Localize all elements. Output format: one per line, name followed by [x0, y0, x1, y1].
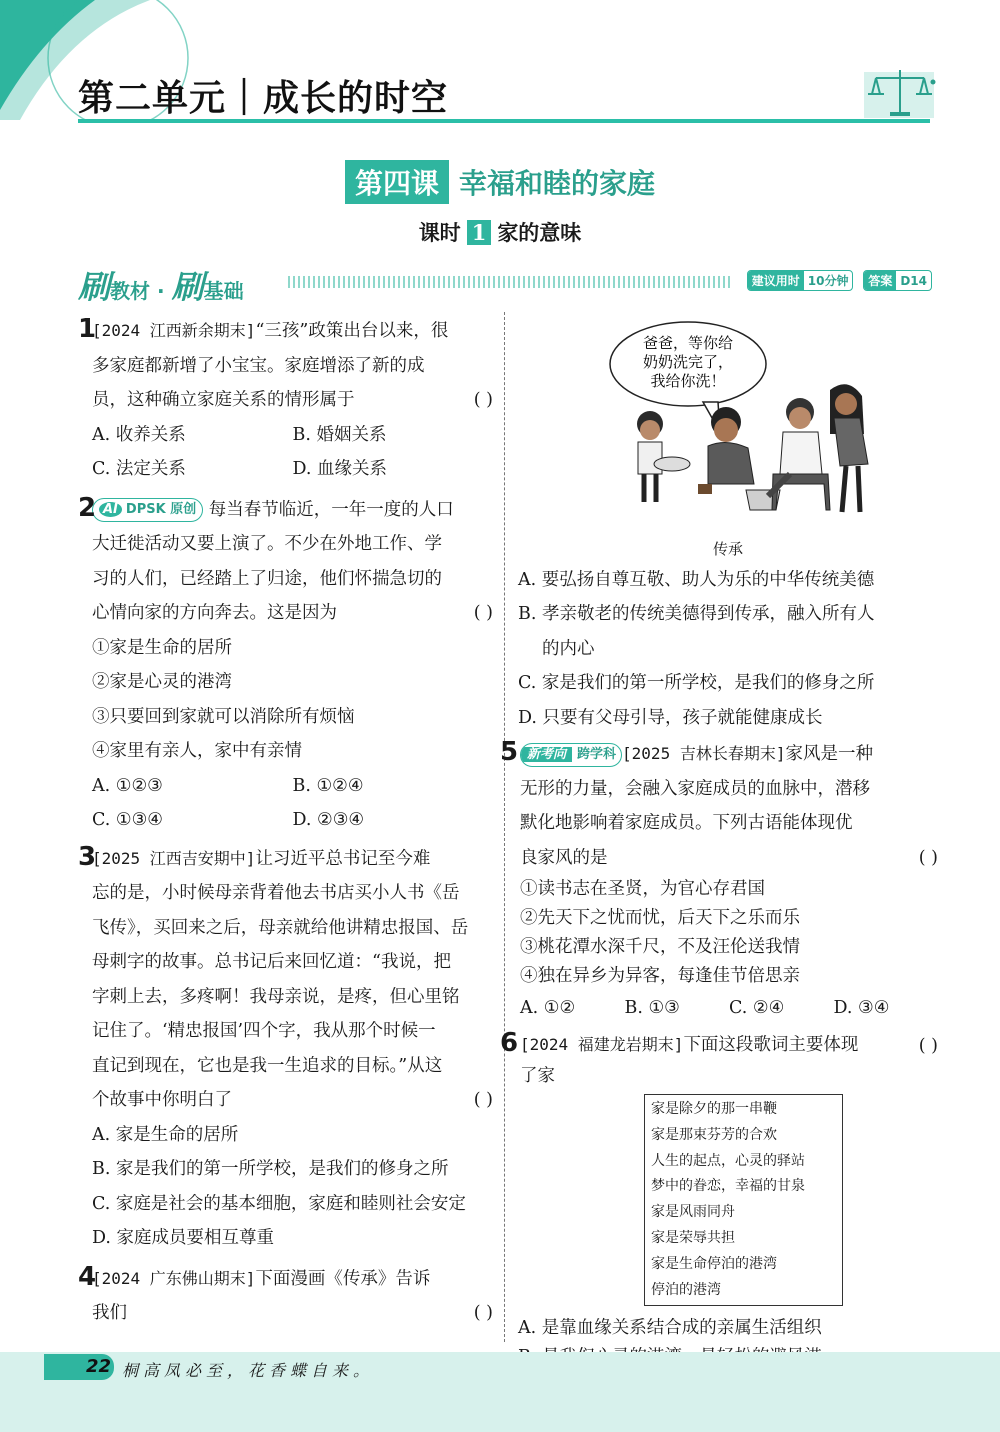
section-banner: [78, 262, 932, 306]
statement-item: ③只要回到家就可以消除所有烦恼: [92, 706, 355, 727]
lyric-line: 家是那束芬芳的合欢: [651, 1126, 777, 1143]
suggested-time-tag: 建议用时 10分钟: [747, 270, 854, 291]
unit-title: 第二单元｜成长的时空: [78, 78, 449, 119]
statement-item: ④家里有亲人，家中有亲情: [92, 741, 302, 761]
option-b[interactable]: B. ①③: [624, 998, 680, 1018]
new-direction-badge: 新考向 跨学科: [520, 743, 622, 767]
statement-item: ①家是生命的居所: [92, 637, 232, 658]
lyric-line: 家是生命停泊的港湾: [651, 1255, 777, 1272]
period-name: 家的意味: [497, 220, 582, 245]
question-4: 4 [2024 广东佛山期末]下面漫画《传承》告诉 我们 ( ): [78, 1262, 493, 1331]
period-heading: [0, 217, 1000, 247]
question-number: 3: [78, 841, 97, 872]
statement-item: ③桃花潭水深千尺，不及汪伦送我情: [520, 937, 800, 957]
lyric-line: 家是荣辱共担: [651, 1229, 735, 1246]
statement-item: ①读书志在圣贤，为官心存君国: [520, 879, 765, 899]
answer-blank[interactable]: ( ): [473, 1090, 493, 1110]
option-d[interactable]: D. 只要有父母引导，孩子就能健康成长: [518, 707, 823, 728]
answer-blank[interactable]: ( ): [918, 1036, 938, 1056]
question-number: 6: [500, 1027, 519, 1058]
option-a[interactable]: A. ①②③: [92, 775, 163, 796]
statement-item: ②先天下之忧而忧，后天下之乐而乐: [520, 908, 800, 928]
period-number: 1: [467, 220, 492, 245]
lyric-line: 梦中的眷恋，幸福的甘泉: [651, 1178, 805, 1195]
option-b[interactable]: B. ①②④: [292, 775, 364, 796]
option-d[interactable]: D. 血缘关系: [292, 459, 388, 479]
ai-original-badge: AI DPSK 原创: [92, 498, 203, 522]
option-a[interactable]: A. 是靠血缘关系结合成的亲属生活组织: [518, 1318, 822, 1339]
option-b-continued: 的内心: [542, 638, 595, 659]
option-d[interactable]: D. ③④: [833, 998, 890, 1018]
footer-motto: 桐高凤必至，花香蝶自来。: [122, 1361, 375, 1380]
question-number: 4: [78, 1261, 97, 1292]
question-5: 5 新考向 跨学科 [2025 吉林长春期末]家风是一种 无形的力量，会融入家庭成员的血脉中，潜移 默化地影响着家庭成员。下列古语能体现优 良家风的是 ( ) ①读书志在圣贤，为官心存君国 ②先天下之忧而忧，后天下之乐而乐 ③桃花潭水深千尺，不及汪伦送我情 ④独在异乡为异客，每逢佳节倍思亲 A. ①② B. ①③ C. ②④ D. ③④: [500, 737, 938, 1026]
option-c[interactable]: C. 法定关系: [92, 459, 186, 479]
statement-item: ④独在异乡为异客，每逢佳节倍思亲: [520, 966, 800, 986]
banner-title: 刷教材 · 刷基础: [78, 268, 244, 306]
option-d[interactable]: D. ②③④: [292, 810, 365, 830]
option-c[interactable]: C. 家是我们的第一所学校，是我们的修身之所: [518, 673, 875, 693]
option-a[interactable]: A. ①②: [520, 998, 576, 1018]
option-b[interactable]: B. 婚姻关系: [292, 424, 387, 445]
question-source: [2024 福建龙岩期末]: [520, 1034, 684, 1054]
option-b[interactable]: B. 家是我们的第一所学校，是我们的修身之所: [92, 1159, 449, 1179]
answer-blank[interactable]: ( ): [918, 847, 938, 868]
question-source: [2025 吉林长春期末]: [622, 744, 786, 763]
question-source: [2025 江西吉安期中]: [92, 848, 256, 868]
right-column: [500, 314, 938, 1430]
lyric-line: 停泊的港湾: [651, 1281, 721, 1298]
answer-blank[interactable]: ( ): [473, 603, 493, 623]
speech-bubble-line: 奶奶洗完了，: [642, 353, 734, 371]
lyrics-box: [644, 1094, 843, 1306]
question-number: 1: [78, 314, 97, 344]
question-2: 2 AI DPSK 原创 每当春节临近，一年一度的人口 大迁徙活动又要上演了。不少在外地工作、学 习的人们，已经踏上了归途，他们怀揣急切的 心情向家的方向奔去。这是因为 ( ) ①家是生命的居所 ②家是心灵的港湾 ③只要回到家就可以消除所有烦恼 ④家里有亲人，家中有亲情 A. ①②③ B. ①②④ C. ①③④ D. ②③④: [78, 493, 493, 838]
option-a[interactable]: A. 收养关系: [92, 424, 186, 445]
question-3: 3 [2025 江西吉安期中]让习近平总书记至今难 忘的是，小时候母亲背着他去书店买小人书《岳 飞传》，买回来之后，母亲就给他讲精忠报国、岳 母刺字的故事。总书记后来回忆道：“我说，把 字刺上去，多疼啊！我母亲说，是疼，但心里铭 记住了。‘精忠报国’四个字，我从那个时候一 直记到现在，它也是我一生追求的目标。”从这 个故事中你明白了 ( ) A. 家是生命的居所 B. 家是我们的第一所学校，是我们的修身之所 C. 家庭是社会的基本细胞，家庭和睦则社会安定 D. 家庭成员要相互尊重: [78, 842, 493, 1256]
answer-blank[interactable]: ( ): [473, 1303, 493, 1323]
lyric-line: 人生的起点，心灵的驿站: [651, 1152, 805, 1169]
speech-bubble-line: 我给你洗！: [650, 372, 726, 390]
lesson-name: 幸福和睦的家庭: [459, 167, 656, 200]
speech-bubble-line: 爸爸，等你给: [642, 334, 734, 352]
comic-illustration: [608, 314, 938, 524]
lesson-heading: [0, 160, 1000, 204]
question-1: 1 [2024 江西新余期末]“三孩”政策出台以来，很 多家庭都新增了小宝宝。家庭增添了新的成 员，这种确立家庭关系的情形属于 ( ) A. 收养关系 B. 婚姻关系 C. 法定关系 D. 血缘关系: [78, 314, 493, 487]
question-source: [2024 广东佛山期末]: [92, 1268, 256, 1288]
unit-title-rule: [78, 119, 930, 123]
question-6: 6 [2024 福建龙岩期末]下面这段歌词主要体现 了家 ( ): [500, 1027, 938, 1086]
answer-ref-tag: 答案 D14: [863, 270, 932, 291]
question-number: 5: [500, 737, 519, 767]
option-c[interactable]: C. 家庭是社会的基本细胞，家庭和睦则社会安定: [92, 1193, 466, 1214]
option-c[interactable]: C. ①③④: [92, 810, 163, 830]
page-number: 22: [86, 1356, 112, 1377]
banner-hatch: [288, 276, 732, 288]
comic-caption: 传承: [712, 539, 743, 558]
option-c[interactable]: C. ②④: [729, 998, 785, 1018]
left-column: [78, 314, 493, 1331]
lyric-line: 家是除夕的那一串鞭: [651, 1101, 777, 1117]
answer-blank[interactable]: ( ): [473, 390, 493, 410]
lyric-line: 家是风雨同舟: [651, 1204, 735, 1221]
question-source: [2024 江西新余期末]: [92, 321, 256, 340]
lesson-number: 第四课: [345, 160, 449, 204]
option-d[interactable]: D. 家庭成员要相互尊重: [92, 1228, 275, 1248]
option-a[interactable]: A. 要弘扬自尊互敬、助人为乐的中华传统美德: [518, 569, 875, 590]
period-prefix: 课时: [418, 220, 461, 245]
statement-item: ②家是心灵的港湾: [92, 672, 232, 692]
option-a[interactable]: A. 家是生命的居所: [92, 1124, 239, 1145]
question-number: 2: [78, 492, 97, 523]
page-footer: [0, 1352, 1000, 1432]
option-b[interactable]: B. 孝亲敬老的传统美德得到传承，融入所有人: [518, 604, 875, 624]
scale-of-justice-icon: [864, 64, 936, 120]
